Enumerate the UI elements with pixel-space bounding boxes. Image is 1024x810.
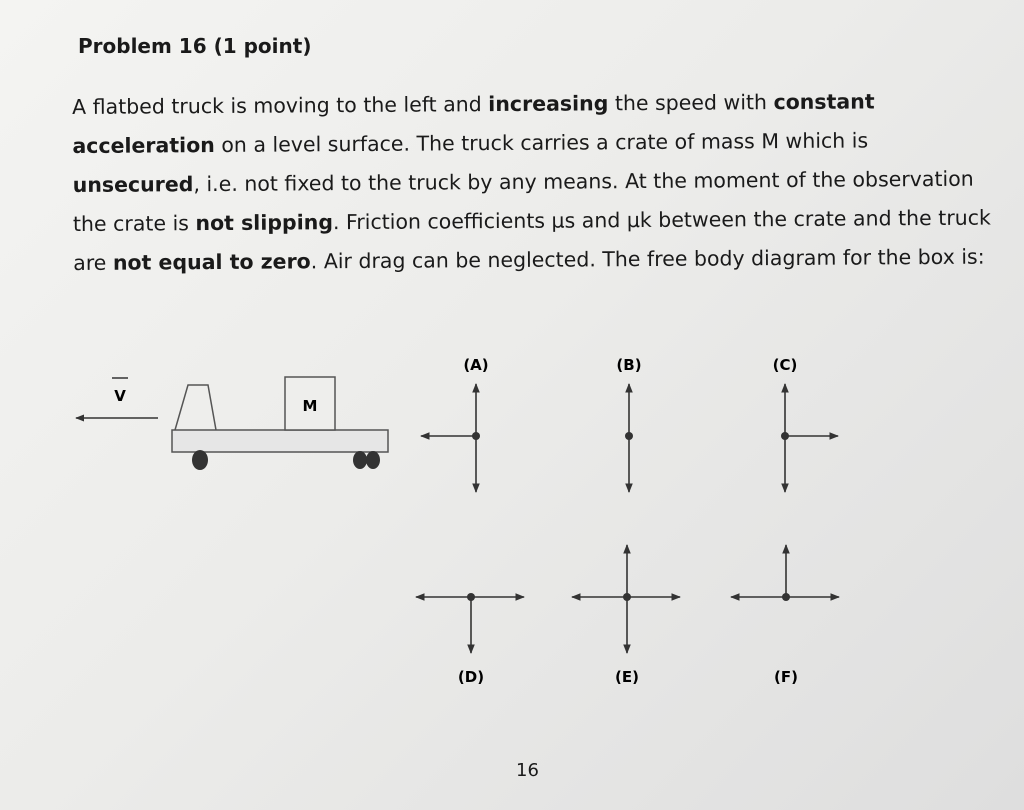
text-run: the speed with <box>608 90 774 116</box>
point-mass-dot <box>625 432 633 440</box>
point-mass-dot <box>467 593 475 601</box>
option-diagram <box>773 356 838 492</box>
option-label: (B) <box>616 356 642 374</box>
point-mass-dot <box>472 432 480 440</box>
text-run: , i.e. not fixed to the truck by any means. At the moment of the observation the crate is <box>72 166 974 236</box>
flatbed-truck <box>172 385 388 470</box>
truck-flatbed <box>172 430 388 452</box>
option-label: (A) <box>463 356 489 374</box>
option-diagram <box>572 545 680 686</box>
crate <box>285 377 335 430</box>
point-mass-dot <box>623 593 631 601</box>
rear-wheel-2 <box>366 451 380 469</box>
point-mass-dot <box>782 593 790 601</box>
option-label: (E) <box>615 668 639 686</box>
velocity-label: V <box>114 387 126 405</box>
emphasized-text: not slipping <box>195 210 334 236</box>
emphasized-text: constant acceleration <box>72 89 875 158</box>
emphasized-text: not equal to zero <box>112 249 311 275</box>
option-diagram <box>416 593 524 686</box>
crate-label: M <box>302 397 318 415</box>
velocity-indicator <box>76 378 158 418</box>
rear-wheel-1 <box>353 451 367 469</box>
option-label: (D) <box>457 668 485 686</box>
option-diagram <box>421 356 489 492</box>
emphasized-text: unsecured <box>72 172 194 197</box>
option-diagram <box>731 545 839 686</box>
option-label: (C) <box>772 356 798 374</box>
page-number: 16 <box>516 760 539 781</box>
text-run: . Air drag can be neglected. The free body diagram for the box is: <box>310 244 985 274</box>
problem-title: Problem 16 (1 point) <box>78 34 312 58</box>
point-mass-dot <box>781 432 789 440</box>
option-diagram <box>616 356 641 492</box>
front-wheel <box>192 450 208 470</box>
text-run: . Friction coefficients μs and μk between the crate and the truck are <box>73 205 991 275</box>
emphasized-text: increasing <box>488 91 609 117</box>
answer-options <box>416 356 839 686</box>
text-run: on a level surface. The truck carries a crate of mass M which is <box>214 128 869 158</box>
option-label: (F) <box>774 668 798 686</box>
truck-cab <box>175 385 216 430</box>
text-run: A flatbed truck is moving to the left and <box>72 92 489 119</box>
